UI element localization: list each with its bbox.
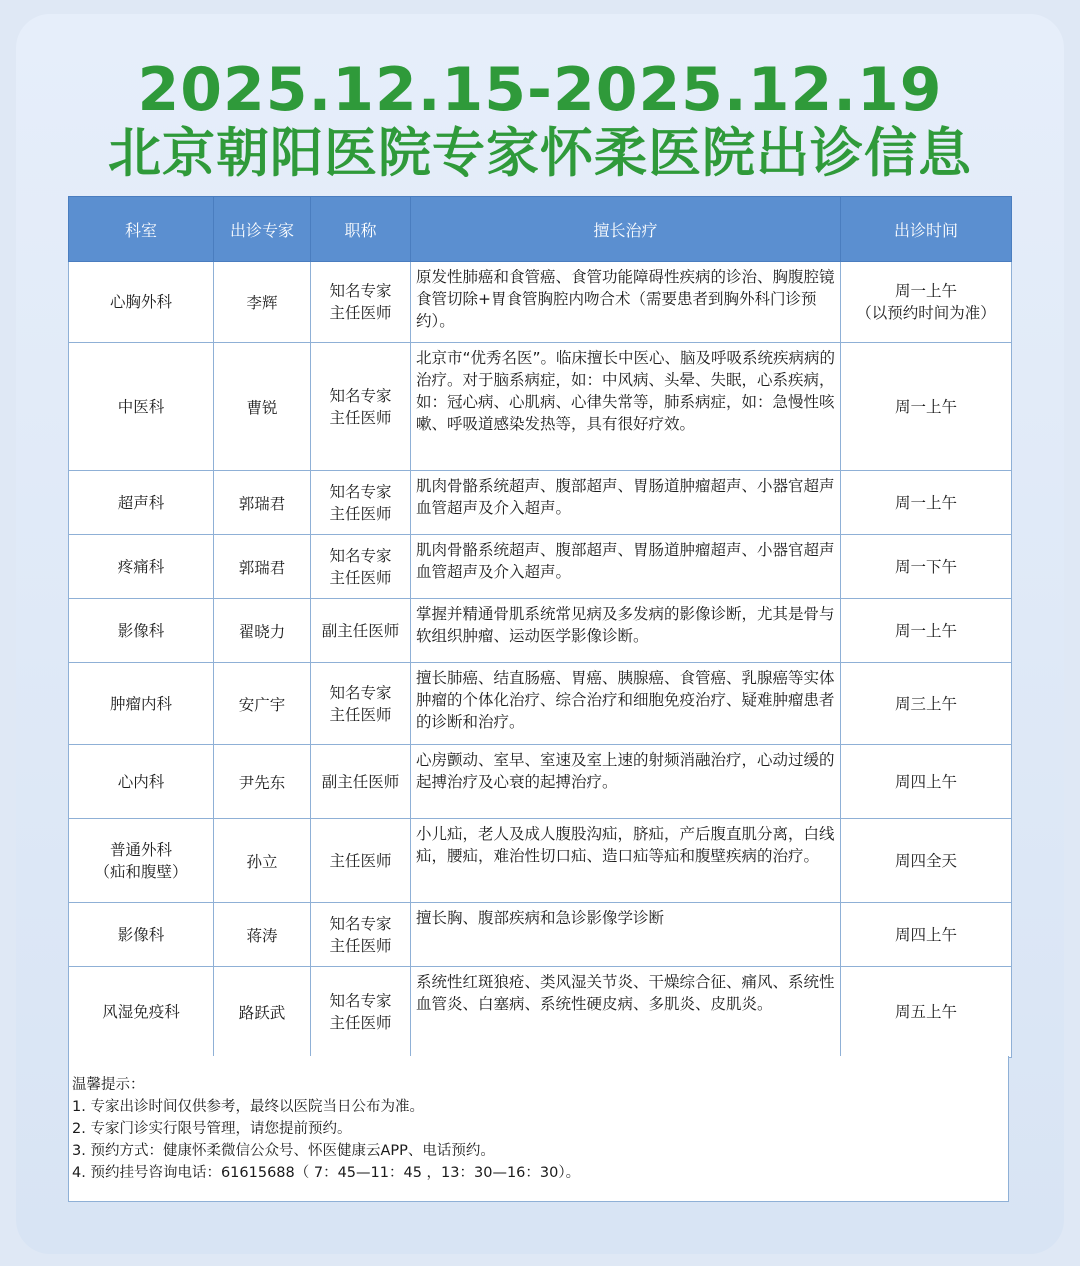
- clinic-time: 周五上午: [894, 1003, 957, 1021]
- dept-cell: 疼痛科: [69, 535, 214, 599]
- doctor-title: 主任医师: [329, 936, 392, 955]
- doctor-cell: 翟晓力: [214, 599, 311, 663]
- doctor-title: 知名专家: [329, 282, 392, 300]
- title-cell: [311, 967, 411, 1058]
- note-item: 2. 专家门诊实行限号管理，请您提前预约。: [72, 1121, 352, 1137]
- doctor-title: 主任医师: [329, 504, 392, 523]
- clinic-time: 周三上午: [894, 694, 957, 713]
- clinic-time: 周一上午: [894, 282, 957, 300]
- clinic-time: 周一下午: [894, 557, 957, 576]
- doctor-cell: 曹锐: [214, 343, 311, 471]
- column-header-title: 职称: [311, 197, 411, 262]
- doctor-title: 知名专家: [329, 546, 392, 565]
- dept-cell: 肿瘤内科: [69, 663, 214, 745]
- clinic-time: 周一上午: [894, 621, 957, 640]
- title-cell: [311, 745, 411, 819]
- clinic-time: 周一上午: [894, 397, 957, 416]
- time-cell: [841, 535, 1012, 599]
- notes-box: [68, 1056, 1009, 1202]
- specialty-cell: 小儿疝，老人及成人腹股沟疝，脐疝，产后腹直肌分离，白线疝，腰疝，难治性切口疝、造口疝等疝和腹壁疾病的治疗。: [411, 819, 841, 903]
- specialty-cell: 擅长胸、腹部疾病和急诊影像学诊断: [411, 903, 841, 967]
- dept-cell: 普通外科 （疝和腹壁）: [69, 819, 214, 903]
- doctor-cell: 孙立: [214, 819, 311, 903]
- specialty-cell: 系统性红斑狼疮、类风湿关节炎、干燥综合征、痛风、系统性血管炎、白塞病、系统性硬皮病、多肌炎、皮肌炎。: [411, 967, 841, 1058]
- dept-cell: 心内科: [69, 745, 214, 819]
- specialty-cell: 肌肉骨骼系统超声、腹部超声、胃肠道肿瘤超声、小器官超声血管超声及介入超声。: [411, 535, 841, 599]
- table-row: [69, 471, 1012, 535]
- doctor-cell: 李辉: [214, 262, 311, 343]
- doctor-title: 知名专家: [329, 482, 392, 501]
- page-title: 北京朝阳医院专家怀柔医院出诊信息: [108, 123, 972, 184]
- table-row: [69, 343, 1012, 471]
- doctor-cell: 郭瑞君: [214, 535, 311, 599]
- note-item: 3. 预约方式：健康怀柔微信公众号、怀医健康云APP、电话预约。: [72, 1143, 495, 1159]
- table-row: [69, 819, 1012, 903]
- title-cell: [311, 903, 411, 967]
- time-cell: [841, 819, 1012, 903]
- time-cell: [841, 903, 1012, 967]
- dept-cell: 影像科: [69, 599, 214, 663]
- column-header-dept: 科室: [69, 197, 214, 262]
- dept-cell: 超声科: [69, 471, 214, 535]
- time-cell: [841, 663, 1012, 745]
- title-cell: [311, 343, 411, 471]
- table-row: [69, 262, 1012, 343]
- specialty-cell: 肌肉骨骼系统超声、腹部超声、胃肠道肿瘤超声、小器官超声血管超声及介入超声。: [411, 471, 841, 535]
- column-header-time: 出诊时间: [841, 197, 1012, 262]
- title-cell: [311, 262, 411, 343]
- doctor-title: 知名专家: [329, 992, 392, 1010]
- doctor-title: 副主任医师: [321, 621, 400, 640]
- table-row: [69, 745, 1012, 819]
- table-row: [69, 599, 1012, 663]
- title-cell: [311, 663, 411, 745]
- doctor-title: 主任医师: [329, 304, 392, 322]
- doctor-title: 副主任医师: [321, 772, 400, 791]
- specialty-cell: 掌握并精通骨肌系统常见病及多发病的影像诊断，尤其是骨与软组织肿瘤、运动医学影像诊断。: [411, 599, 841, 663]
- column-header-specialty: 擅长治疗: [411, 197, 841, 262]
- time-cell: [841, 262, 1012, 343]
- clinic-time: 周四全天: [894, 851, 957, 870]
- dept-cell: 中医科: [69, 343, 214, 471]
- table-header-row: [69, 197, 1012, 262]
- doctor-title: 知名专家: [329, 386, 392, 405]
- doctor-title: 知名专家: [329, 683, 392, 702]
- title-cell: [311, 819, 411, 903]
- column-header-doctor: 出诊专家: [214, 197, 311, 262]
- title-cell: [311, 471, 411, 535]
- time-cell: [841, 745, 1012, 819]
- table-row: [69, 967, 1012, 1058]
- doctor-title: 主任医师: [329, 568, 392, 587]
- doctor-title: 主任医师: [329, 705, 392, 724]
- doctor-title: 主任医师: [329, 851, 392, 870]
- clinic-time: （以预约时间为准）: [856, 304, 996, 322]
- time-cell: [841, 599, 1012, 663]
- clinic-time: 周四上午: [894, 925, 957, 944]
- table-row: [69, 535, 1012, 599]
- dept-cell: 心胸外科: [69, 262, 214, 343]
- time-cell: [841, 343, 1012, 471]
- note-item: 4. 预约挂号咨询电话：61615688（ 7：45—11：45 ，13：30—16：30）。: [72, 1165, 581, 1181]
- date-range-title: 2025.12.15-2025.12.19: [137, 55, 943, 125]
- specialty-cell: 心房颤动、室早、室速及室上速的射频消融治疗，心动过缓的起搏治疗及心衰的起搏治疗。: [411, 745, 841, 819]
- dept-cell: 风湿免疫科: [69, 967, 214, 1058]
- clinic-time: 周一上午: [894, 493, 957, 512]
- doctor-title: 主任医师: [329, 408, 392, 427]
- title-cell: [311, 535, 411, 599]
- doctor-cell: 安广宇: [214, 663, 311, 745]
- doctor-cell: 蒋涛: [214, 903, 311, 967]
- title-cell: [311, 599, 411, 663]
- time-cell: [841, 967, 1012, 1058]
- doctor-title: 主任医师: [329, 1014, 392, 1032]
- table-body: [69, 262, 1012, 1058]
- dept-cell: 影像科: [69, 903, 214, 967]
- clinic-time: 周四上午: [894, 772, 957, 791]
- doctor-cell: 尹先东: [214, 745, 311, 819]
- doctor-title: 知名专家: [329, 914, 392, 933]
- time-cell: [841, 471, 1012, 535]
- table-row: [69, 903, 1012, 967]
- schedule-table: [68, 196, 1012, 1058]
- doctor-cell: 路跃武: [214, 967, 311, 1058]
- doctor-cell: 郭瑞君: [214, 471, 311, 535]
- specialty-cell: 北京市“优秀名医”。临床擅长中医心、脑及呼吸系统疾病病的治疗。对于脑系病症，如：中风病、头晕、失眠，心系疾病，如：冠心病、心肌病、心律失常等，肺系病症，如：急慢性咳嗽、呼吸道感染发热等，具有很好疗效。: [411, 343, 841, 471]
- notes-heading: 温馨提示：: [72, 1077, 145, 1093]
- note-item: 1. 专家出诊时间仅供参考，最终以医院当日公布为准。: [72, 1099, 424, 1115]
- specialty-cell: 原发性肺癌和食管癌、食管功能障碍性疾病的诊治、胸腹腔镜食管切除+胃食管胸腔内吻合术（需要患者到胸外科门诊预约）。: [411, 262, 841, 343]
- specialty-cell: 擅长肺癌、结直肠癌、胃癌、胰腺癌、食管癌、乳腺癌等实体肿瘤的个体化治疗、综合治疗和细胞免疫治疗、疑难肿瘤患者的诊断和治疗。: [411, 663, 841, 745]
- table-row: [69, 663, 1012, 745]
